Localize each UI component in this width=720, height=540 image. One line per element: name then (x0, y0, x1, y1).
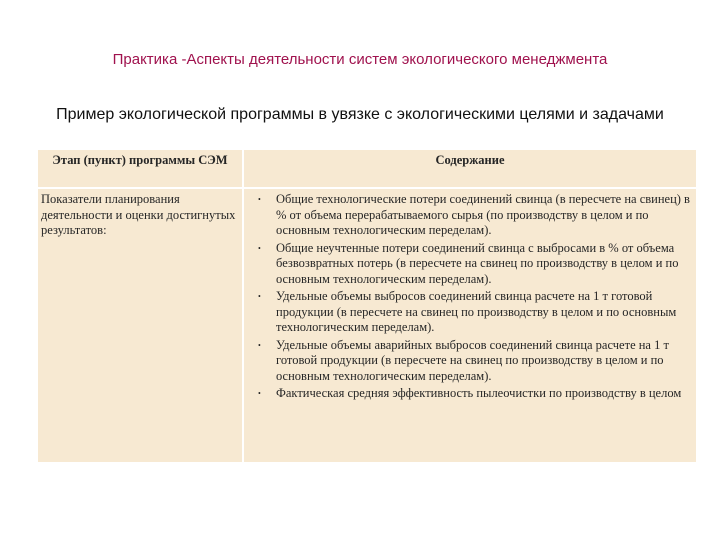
list-item (250, 289, 692, 336)
stage-cell: Показатели планирования деятельности и оценки достигнутых результатов: (38, 188, 243, 462)
list-item-text: Общие технологические потери соединений свинца (в пересчете на свинец) в % от объема перерабатываемого сырья (по производству в целом и по основным технологическим переделам). (276, 192, 690, 237)
header-content: Содержание (243, 150, 696, 188)
slide-title: Практика -Аспекты деятельности систем экологического менеджмента (112, 51, 608, 68)
bullet-icon: • (258, 195, 261, 204)
list-item-text: Общие неучтенные потери соединений свинца с выбросами в % от объема безвозвратных потерь (в пересчете на свинец по производству в целом и по основным технологическим переделам). (276, 240, 679, 286)
bullet-icon: • (258, 389, 261, 398)
list-item-text: Удельные объемы выбросов соединений свинца расчете на 1 т готовой продукции (в пересчете на свинец по производству в целом и по основным технологическим переделам). (276, 289, 677, 334)
bullet-icon: • (258, 292, 261, 301)
slide-subtitle: Пример экологической программы в увязке с экологическими целями и задачами (56, 106, 664, 123)
list-item (250, 338, 692, 385)
header-stage: Этап (пункт) программы СЭМ (38, 150, 243, 188)
list-item (250, 241, 692, 288)
content-cell (243, 188, 696, 462)
table-row (38, 188, 696, 462)
program-table (38, 150, 696, 462)
list-item (250, 386, 692, 402)
bullet-icon: • (258, 340, 261, 350)
table-header-row (38, 150, 696, 188)
list-item-text: Удельные объемы аварийных выбросов соединений свинца расчете на 1 т готовой продукции (в пересчете на свинец по производству в целом и по основным технологическим переделам). (276, 337, 669, 383)
indicator-list (250, 192, 692, 402)
list-item-text: Фактическая средняя эффективность пылеочистки по производству в целом (276, 386, 682, 400)
list-item (250, 192, 692, 239)
bullet-icon: • (258, 243, 261, 253)
